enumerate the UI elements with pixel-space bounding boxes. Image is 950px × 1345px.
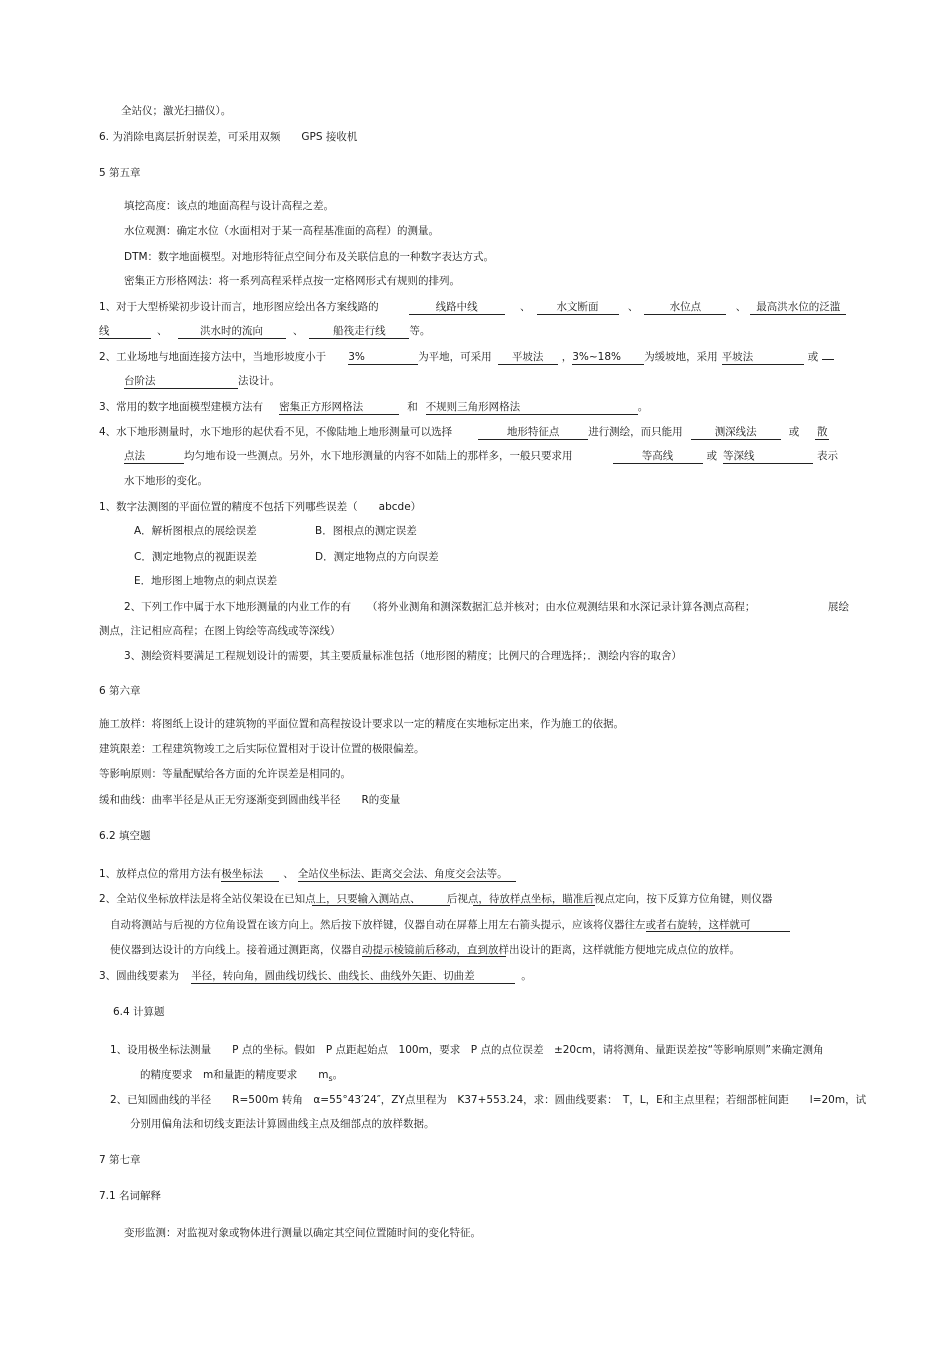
calc-question: 1、设用极坐标法测量 P 点的坐标。假如 P 点距起始点 100m，要求 P 点的点位误差 ±20cm，请将测角、量距误差按“等影响原则”来确定测角 <box>110 1044 824 1056</box>
answer-blank: 3% <box>348 351 418 365</box>
answer-blank: 测深线法 <box>691 426 781 440</box>
fill-question: 1、对于大型桥梁初步设计而言，地形图应绘出各方案线路的 线路中线 、 水文断面 、 水位点 、 最高洪水位的泛滥 <box>99 300 846 315</box>
mc-option: B．图根点的测定误差 <box>315 525 417 537</box>
mc-question: 1、数字法测图的平面位置的精度不包括下列哪些误差（ abcde） <box>99 501 422 513</box>
answer-underline <box>473 905 595 906</box>
fill-question-cont: 自动将测站与后视的方位角设置在该方向上。然后按下放样键，仪器自动在屏幕上用左右箭头提示，应该将仪器往左或者右旋转，这样就可 <box>110 919 751 931</box>
answer-blank: 散 <box>816 426 828 438</box>
fill-question: 3、常用的数字地面模型建模方法有 密集正方形网格法 和 不规则三角形网格法 。 <box>99 401 649 413</box>
answer-blank: 不规则三角形网格法 <box>426 401 638 415</box>
answer-blank: 地形特征点 <box>478 426 588 440</box>
definition: 施工放样：将图纸上设计的建筑物的平面位置和高程按设计要求以一定的精度在实地标定出来，作为施工的依据。 <box>99 718 624 730</box>
answer-blank: 平坡法 <box>498 351 558 365</box>
mc-question: 3、测绘资料要满足工程规划设计的需要，其主要质量标准包括（地形图的精度；比例尺的合理选择；．测绘内容的取舍） <box>124 650 682 662</box>
answer-blank <box>822 359 834 360</box>
definition: 填挖高度：该点的地面高程与设计高程之差。 <box>124 200 334 212</box>
answer-blank: 线路中线 <box>409 301 505 315</box>
text-line: 水下地形的变化。 <box>124 475 208 487</box>
text-fragment: 展绘 <box>828 601 849 613</box>
answer-blank: 水位点 <box>644 301 726 315</box>
definition: 变形监测：对监视对象或物体进行测量以确定其空间位置随时间的变化特征。 <box>124 1227 481 1239</box>
fill-question-cont: 线 、 洪水时的流向 、 船筏走行线 等。 <box>99 325 431 337</box>
answer-blank: 半径，转向角，圆曲线切线长、曲线长、曲线外矢距、切曲差 <box>191 970 515 984</box>
fill-question: 2、工业场地与地面连接方法中，当地形坡度小于 3% 为平地，可采用 平坡法 ，3%~18% 为缓坡地，采用 平坡法 或 <box>99 350 834 365</box>
section-heading: 6.4 计算题 <box>113 1006 165 1018</box>
answer-underline <box>646 931 790 932</box>
fill-question-cont: 台阶法 法设计。 <box>124 375 280 387</box>
chapter-heading: 6 第六章 <box>99 685 141 697</box>
answer-blank: 点法 <box>124 450 184 464</box>
answer-blank: 全站仪坐标法、距离交会法、角度交会法等。 <box>298 868 516 882</box>
text-line: 6. 为消除电离层折射误差，可采用双频 GPS 接收机 <box>99 131 358 143</box>
answer-blank: 等高线 <box>613 450 703 464</box>
answer-blank: 极坐标法 <box>221 868 279 882</box>
answer-blank: 最高洪水位的泛滥 <box>750 301 846 315</box>
definition: 缓和曲线：曲率半径是从正无穷逐渐变到圆曲线半径 R的变量 <box>99 794 401 806</box>
definition: DTM：数字地面模型。对地形特征点空间分布及关联信息的一种数字表达方式。 <box>124 251 495 263</box>
answer-blank: 3%~18% <box>572 351 644 365</box>
answer-blank: 船筏走行线 <box>309 325 409 339</box>
definition: 建筑限差：工程建筑物竣工之后实际位置相对于设计位置的极限偏差。 <box>99 743 425 755</box>
mc-option: C．测定地物点的视距误差 <box>134 551 257 563</box>
answer-blank: 等深线 <box>723 450 813 464</box>
fill-question-cont: 使仪器到达设计的方向线上。接着通过测距离，仪器自动提示棱镜前后移动，直到放样出设计的距离，这样就能方便地完成点位的放样。 <box>110 944 740 956</box>
answer-blank: 水文断面 <box>537 301 619 315</box>
definition: 密集正方形格网法：将一系列高程采样点按一定格网形式有规则的排列。 <box>124 275 460 287</box>
chapter-heading: 7 第七章 <box>99 1154 141 1166</box>
definition: 水位观测：确定水位（水面相对于某一高程基准面的高程）的测量。 <box>124 225 439 237</box>
definition: 等影响原则：等量配赋给各方面的允许误差是相同的。 <box>99 768 351 780</box>
mc-option: D．测定地物点的方向误差 <box>315 551 439 563</box>
calc-question-cont: 分别用偏角法和切线支距法计算圆曲线主点及细部点的放样数据。 <box>130 1118 435 1130</box>
mc-option: A．解析图根点的展绘误差 <box>134 525 257 537</box>
mc-question: 2、下列工作中属于水下地形测量的内业工作的有 （将外业测角和测深数据汇总并核对；由水位观测结果和水深记录计算各测点高程； <box>124 601 756 613</box>
answer-blank: 洪水时的流向 <box>178 325 286 339</box>
answer-blank: 台阶法 <box>124 375 238 389</box>
section-heading: 6.2 填空题 <box>99 830 151 842</box>
fill-question: 2、全站仪坐标放样法是将全站仪架设在已知点上，只要输入测站点、 后视点，待放样点坐标，瞄准后视点定向，按下反算方位角键，则仪器 <box>99 893 773 905</box>
answer-underline <box>312 905 450 906</box>
section-heading: 7.1 名词解释 <box>99 1190 162 1202</box>
answer-blank: 平坡法 <box>722 351 804 365</box>
chapter-heading: 5 第五章 <box>99 167 141 179</box>
text-line: 全站仪；激光扫描仪）。 <box>121 105 232 117</box>
mc-option: E．地形图上地物点的刺点误差 <box>134 575 278 587</box>
fill-question: 3、圆曲线要素为 半径，转向角，圆曲线切线长、曲线长、曲线外矢距、切曲差 。 <box>99 970 532 982</box>
calc-question-cont: 的精度要求 m和量距的精度要求 $m_s$。 <box>140 1069 344 1083</box>
calc-question: 2、已知圆曲线的半径 R=500m 转角 α=55°43′24″，ZY点里程为 K37+553.24，求：圆曲线要素： T，L，E和主点里程；若细部桩间距 l=20m，试 <box>110 1094 867 1106</box>
answer-blank: 线 <box>99 325 151 339</box>
answer-underline <box>362 956 506 957</box>
fill-question: 1、放样点位的常用方法有极坐标法 、 全站仪坐标法、距离交会法、角度交会法等。 <box>99 867 516 882</box>
fill-question: 4、水下地形测量时，水下地形的起伏看不见，不像陆地上地形测量可以选择 地形特征点 进行测绘，而只能用 测深线法 或 散 <box>99 426 828 438</box>
fill-question-cont: 点法 均匀地布设一些测点。另外，水下地形测量的内容不如陆上的那样多，一般只要求用 等高线 或 等深线 表示 <box>124 450 838 462</box>
answer-blank: 密集正方形网格法 <box>279 401 399 415</box>
text-line: 测点，注记相应高程；在图上钩绘等高线或等深线） <box>99 625 341 637</box>
